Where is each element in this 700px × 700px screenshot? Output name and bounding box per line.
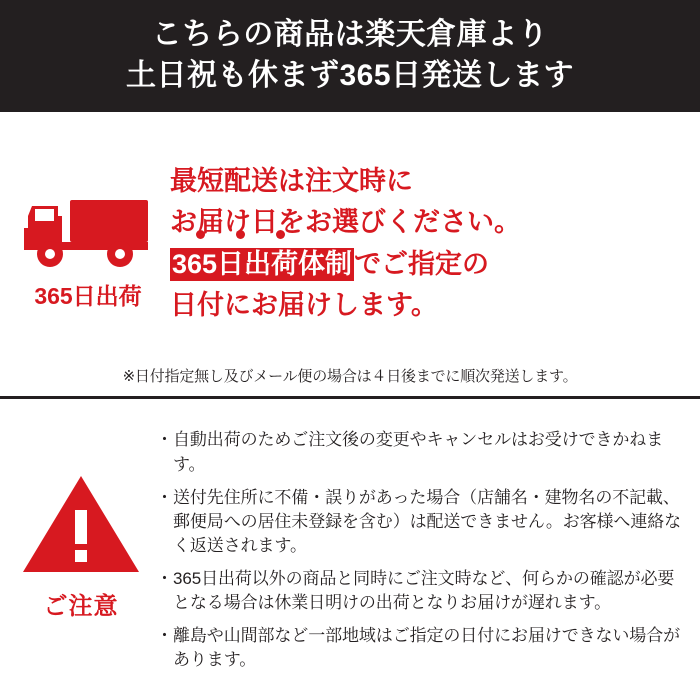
caution-list xyxy=(156,409,690,692)
shipping-message-line-3 xyxy=(170,244,692,285)
shipping-message-line-3-rest: でご指定の xyxy=(354,248,490,279)
list-item xyxy=(156,567,686,615)
shipping-message-line-1: 最短配送は注文時に xyxy=(170,166,413,197)
caution-icon-column xyxy=(6,409,156,692)
bullet-icon: ・ xyxy=(156,487,173,507)
banner-header xyxy=(0,0,700,112)
shipping-message-line-4: 日付にお届けします。 xyxy=(170,289,438,320)
caution-item-text: 365日出荷以外の商品と同時にご注文時など、何らかの確認が必要となる場合は休業日明けの出荷となりお届けが遅れます。 xyxy=(173,569,675,613)
shipping-main xyxy=(0,112,700,359)
truck-column xyxy=(8,122,168,359)
shipping-highlight: 365日出荷体制 xyxy=(172,248,353,279)
header-line-1: こちらの商品は楽天倉庫より xyxy=(151,18,549,52)
warning-triangle-icon xyxy=(21,472,141,576)
bullet-icon: ・ xyxy=(156,430,173,450)
bullet-icon: ・ xyxy=(156,569,173,589)
shipping-note: ※日付指定無し及びメール便の場合は４日後までに順次発送します。 xyxy=(122,368,578,385)
shipping-message-column xyxy=(168,122,692,359)
header-line-2: 土日祝も休まず365日発送します xyxy=(125,59,575,92)
list-item xyxy=(156,486,686,558)
caution-item-text: 自動出荷のためご注文後の変更やキャンセルはお受けできかねます。 xyxy=(173,430,664,474)
caution-label: ご注意 xyxy=(43,593,119,620)
list-item xyxy=(156,624,686,672)
shipping-section xyxy=(0,112,700,399)
truck-label: 365日出荷 xyxy=(34,283,142,309)
bullet-icon: ・ xyxy=(156,626,173,646)
caution-item-text: 離島や山間部など一部地域はご指定の日付にお届けできない場合があります。 xyxy=(173,626,680,670)
delivery-truck-icon xyxy=(24,192,152,270)
caution-section xyxy=(0,399,700,700)
shipping-message-line-2: お届け日をお選びください。 xyxy=(170,207,521,238)
list-item xyxy=(156,428,686,476)
caution-item-text: 送付先住所に不備・誤りがあった場合（店舗名・建物名の不記載、郵便局への居住未登録を含む）は配送できません。お客様へ連絡なく返送されます。 xyxy=(173,487,682,555)
